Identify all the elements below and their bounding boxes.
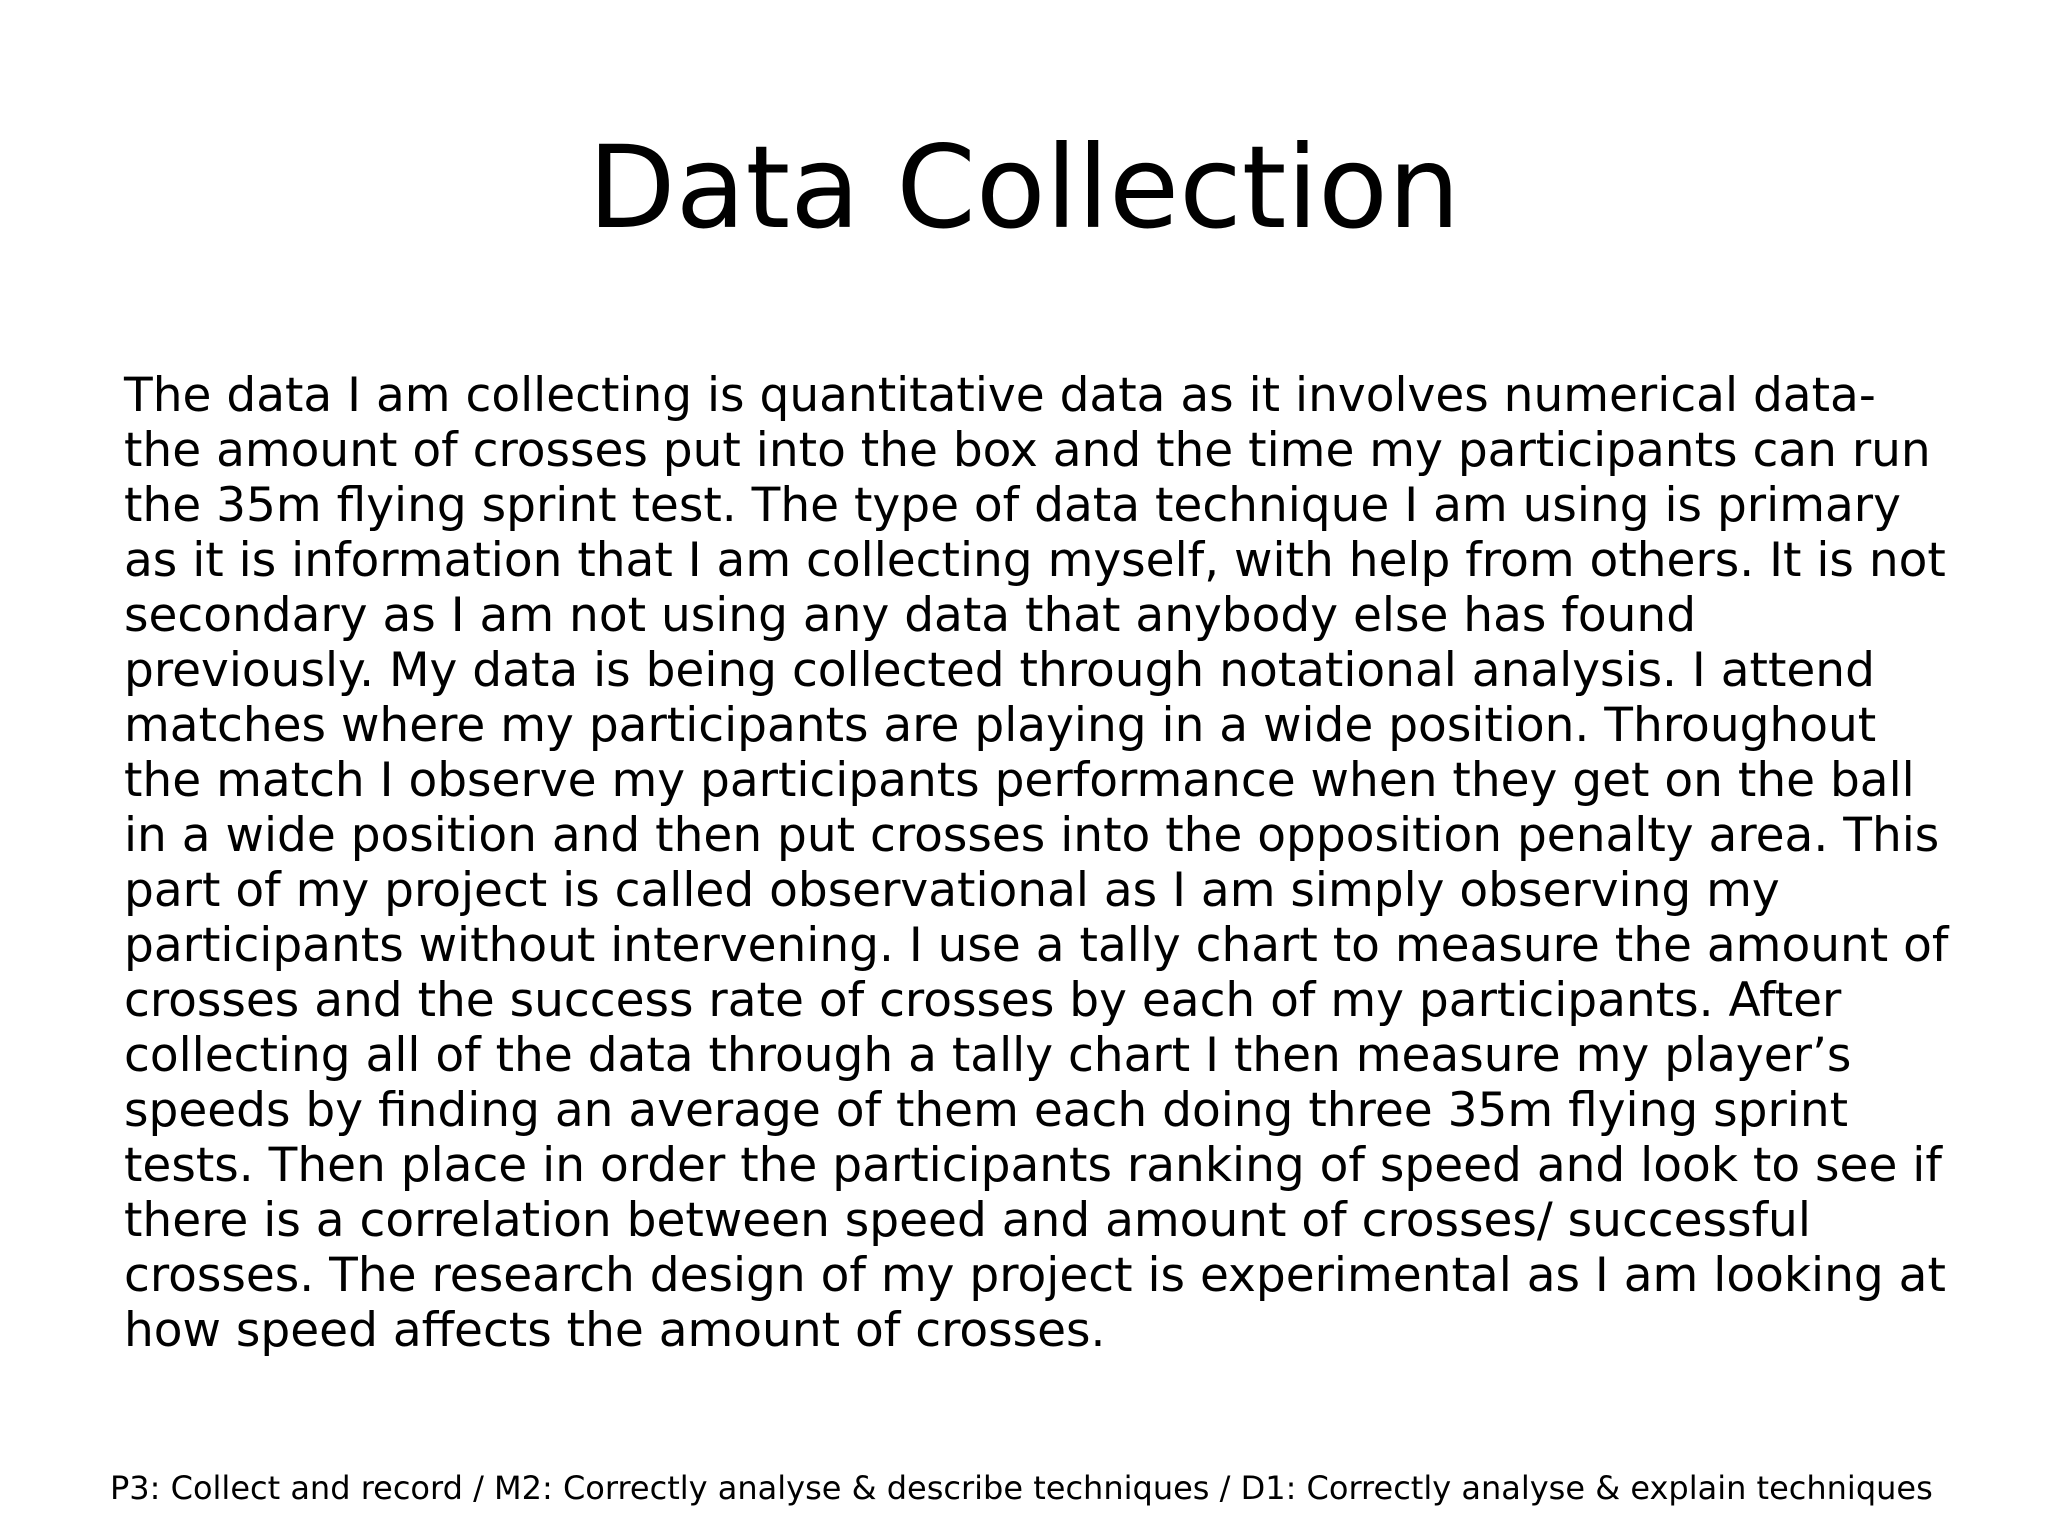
slide-footer: P3: Collect and record / M2: Correctly analyse & describe techniques / D1: Correctly analyse & explain techniques — [110, 1469, 1933, 1507]
slide-body-text: The data I am collecting is quantitative data as it involves numerical data- the amount of crosses put into the box and the time my participants can run the 35m flying sprint test. The type of data technique I am using is primary as it is information that I am collecting myself, with help from others. It is not secondary as I am not using any data that anybody else has found previously. My data is being collected through notational analysis. I attend matches where my participants are playing in a wide position. Throughout the match I observe my participants performance when they get on the ball in a wide position and then put crosses into the opposition penalty area. This part of my project is called observational as I am simply observing my participants without intervening. I use a tally chart to measure the amount of crosses and the success rate of crosses by each of my participants. After collecting all of the data through a tally chart I then measure my player’s speeds by finding an average of them each doing three 35m flying sprint tests. Then place in order the participants ranking of speed and look to see if there is a correlation between speed and amount of crosses/ successful crosses. The research design of my project is experimental as I am looking at how speed affects the amount of crosses. — [124, 368, 1949, 1358]
slide-title: Data Collection — [587, 121, 1461, 254]
